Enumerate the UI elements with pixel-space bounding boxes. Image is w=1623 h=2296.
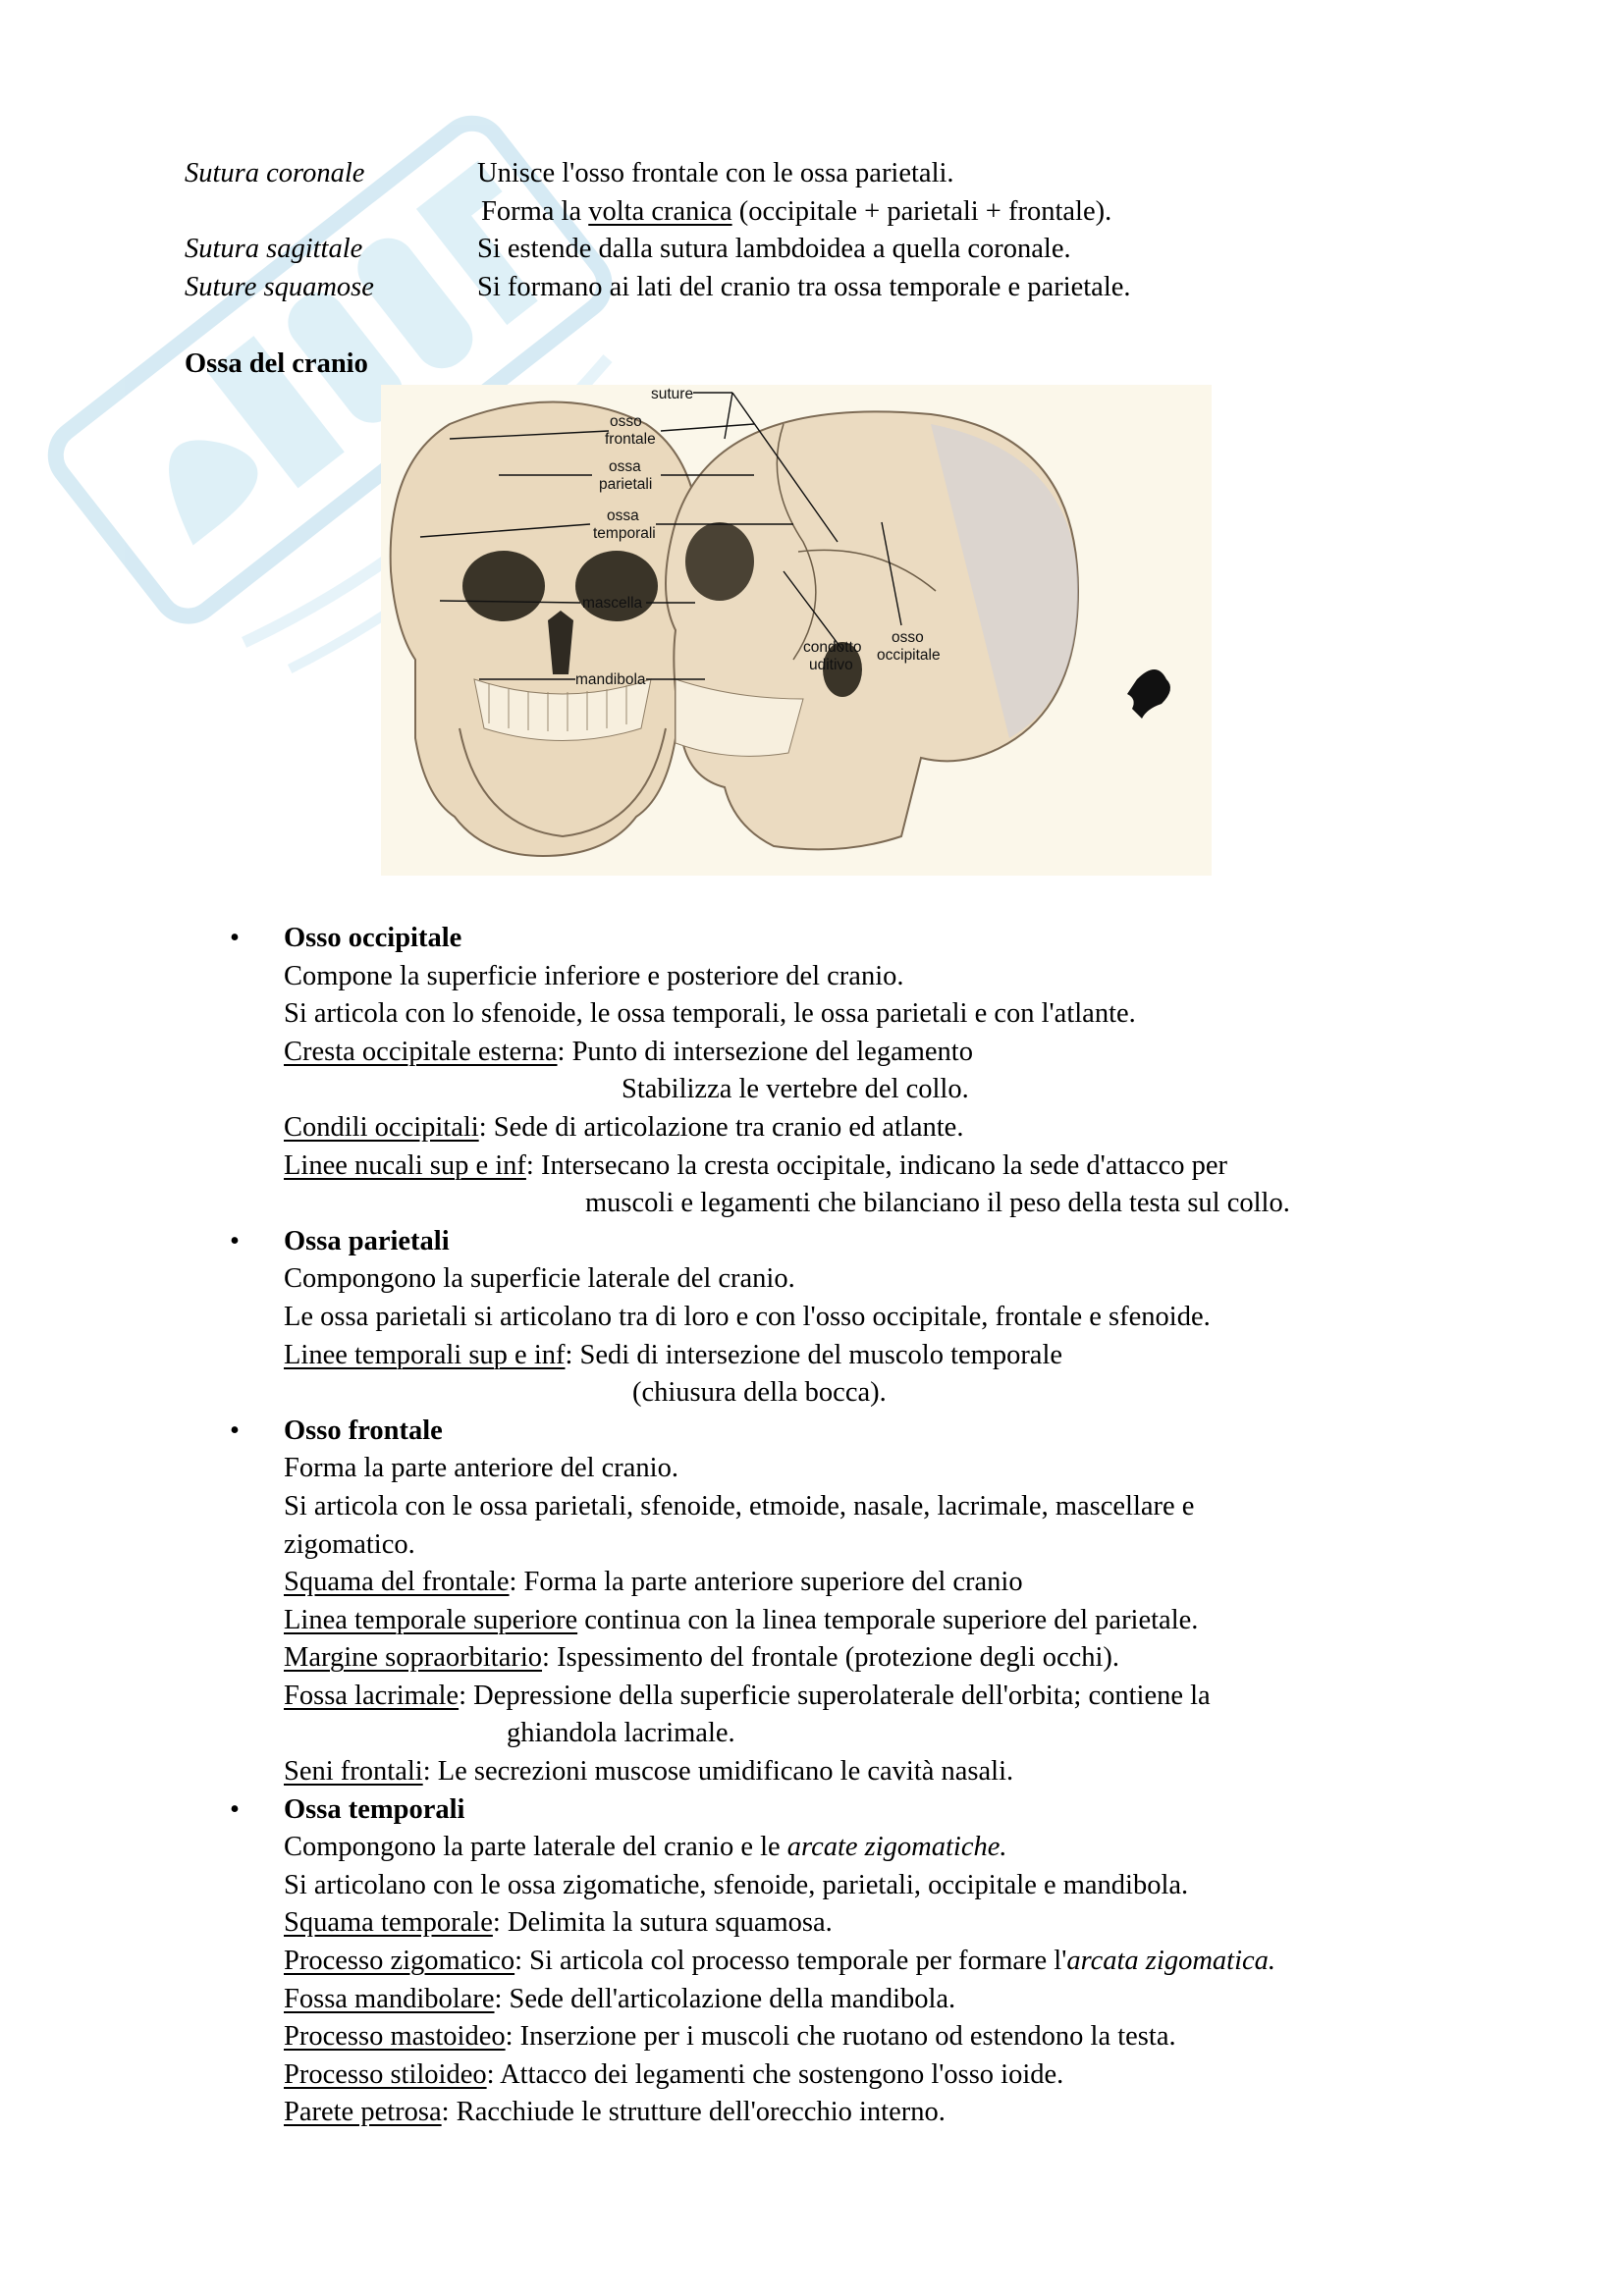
text-line (0, 1148, 1623, 1186)
term: Squama del frontale (284, 1567, 510, 1598)
label-ossa-temporali: ossa (607, 507, 639, 524)
definition: : Forma la parte anteriore superiore del cranio (509, 1567, 1023, 1598)
label-osso-frontale: frontale (605, 431, 656, 448)
bullet-glyph: • (230, 1225, 240, 1256)
text-line: Si articola con le ossa parietali, sfenoide, etmoide, nasale, lacrimale, mascellare e (284, 1490, 1195, 1522)
text-line (0, 1678, 1623, 1716)
label-osso-occipitale: osso (892, 629, 924, 646)
text-line (0, 1753, 1623, 1791)
definition: : Le secrezioni muscose umidificano le cavità nasali. (422, 1756, 1014, 1788)
list-item-heading (0, 1791, 1623, 1830)
label-suture: suture (651, 386, 694, 402)
list-item-heading (0, 1223, 1623, 1261)
definition: : Depressione della superficie superolaterale dell'orbita; contiene la (459, 1680, 1211, 1711)
label-mascella: mascella (582, 595, 643, 612)
bone-item-occipitale (0, 920, 1623, 1223)
suture-row (185, 269, 1461, 307)
text-line (0, 1564, 1623, 1602)
definition: : Ispessimento del frontale (protezione degli occhi). (542, 1642, 1120, 1674)
definition: : Sede dell'articolazione della mandibola. (494, 1983, 956, 2014)
section-title: Ossa del cranio (185, 348, 368, 379)
term: Condili occipitali (284, 1111, 479, 1143)
label-ossa-temporali: temporali (593, 525, 656, 542)
text-line (0, 1904, 1623, 1943)
bullet-glyph: • (230, 1415, 240, 1446)
label-mandibola: mandibola (575, 671, 646, 688)
bone-title: Ossa parietali (284, 1225, 450, 1256)
text-part: Compongono la parte laterale del cranio e le (284, 1832, 787, 1863)
skull-figure (381, 385, 1212, 876)
text-line (0, 1639, 1623, 1678)
label-osso-occipitale: occipitale (877, 647, 941, 664)
term: Processo stiloideo (284, 2058, 487, 2090)
bullet-glyph: • (230, 923, 240, 953)
text-line: Forma la parte anteriore del cranio. (284, 1453, 678, 1484)
definition-continuation: ghiandola lacrimale. (507, 1718, 735, 1749)
emphasis: arcate zigomatiche. (786, 1832, 1007, 1863)
term: Linee temporali sup e inf (284, 1339, 566, 1370)
text-line (0, 2018, 1623, 2056)
bone-title: Osso occipitale (284, 923, 462, 953)
suture-name: Suture squamose (185, 271, 374, 302)
term: Processo mastoideo (284, 2021, 506, 2053)
suture-name: Sutura sagittale (185, 234, 363, 265)
suture-name: Sutura coronale (185, 158, 365, 188)
suture-description: Si formano ai lati del cranio tra ossa temporale e parietale. (477, 271, 1131, 302)
text-line (0, 1071, 1623, 1109)
definition-continuation: (chiusura della bocca). (632, 1377, 887, 1409)
term: Seni frontali (284, 1756, 423, 1788)
volta-cranica-term: volta cranica (588, 195, 732, 227)
text-line (0, 1034, 1623, 1072)
text-line: Si articola con lo sfenoide, le ossa temporali, le ossa parietali e con l'atlante. (284, 998, 1136, 1030)
text-line (0, 2056, 1623, 2095)
front-skull-drawing (391, 402, 701, 857)
suture-description: Si estende dalla sutura lambdoidea a quella coronale. (477, 234, 1071, 265)
text-line (0, 1981, 1623, 2019)
suture-description-part: (occipitale + parietali + frontale). (731, 195, 1112, 227)
text-line (0, 2094, 1623, 2132)
term: Squama temporale (284, 1907, 493, 1939)
suture-description: Unisce l'osso frontale con le ossa parietali. (477, 158, 954, 188)
bones-list (0, 920, 1623, 2132)
definition: : Inserzione per i muscoli che ruotano od estendono la testa. (505, 2021, 1176, 2053)
definition: : Sedi di intersezione del muscolo temporale (565, 1339, 1063, 1370)
suture-row (185, 231, 1461, 269)
definition: continua con la linea temporale superiore del parietale. (577, 1604, 1199, 1635)
text-line (0, 1943, 1623, 1981)
emphasis: arcata zigomatica. (1066, 1946, 1276, 1977)
term: Processo zigomatico (284, 1946, 515, 1977)
suture-description (481, 193, 1111, 232)
label-osso-frontale: osso (610, 413, 642, 430)
text-line: Si articolano con le ossa zigomatiche, sfenoide, parietali, occipitale e mandibola. (284, 1869, 1189, 1900)
definition: : Si articola col processo temporale per formare l' (514, 1946, 1067, 1977)
bone-item-parietali (0, 1223, 1623, 1413)
text-line (0, 1109, 1623, 1148)
definition: : Attacco dei legamenti che sostengono l'osso ioide. (486, 2058, 1064, 2090)
text-line (0, 1185, 1623, 1223)
bone-title: Ossa temporali (284, 1793, 465, 1825)
definition: : Racchiude le strutture dell'orecchio interno. (441, 2097, 946, 2128)
text-line: zigomatico. (284, 1528, 415, 1560)
term: Parete petrosa (284, 2097, 442, 2128)
definition: : Delimita la sutura squamosa. (492, 1907, 833, 1939)
text-line (0, 1829, 1623, 1867)
text-line (0, 1602, 1623, 1640)
list-item-heading (0, 920, 1623, 958)
sutures-table (185, 155, 1461, 306)
definition: : Punto di intersezione del legamento (557, 1036, 973, 1067)
text-line (0, 1374, 1623, 1413)
term: Cresta occipitale esterna (284, 1036, 558, 1067)
definition-continuation: Stabilizza le vertebre del collo. (622, 1074, 969, 1105)
definition: : Sede di articolazione tra cranio ed atlante. (478, 1111, 964, 1143)
text-line (0, 1337, 1623, 1375)
definition-continuation: muscoli e legamenti che bilanciano il peso della testa sul collo. (585, 1188, 1290, 1219)
label-condotto-uditivo: condotto (803, 639, 862, 656)
term: Margine sopraorbitario (284, 1642, 543, 1674)
term: Fossa mandibolare (284, 1983, 495, 2014)
text-line: Compone la superficie inferiore e posteriore del cranio. (284, 960, 904, 991)
bone-item-temporali (0, 1791, 1623, 2132)
label-ossa-parietali: parietali (599, 476, 653, 493)
label-ossa-parietali: ossa (609, 458, 641, 475)
bone-title: Osso frontale (284, 1415, 443, 1446)
suture-row (185, 193, 1461, 232)
definition: : Intersecano la cresta occipitale, indicano la sede d'attacco per (525, 1149, 1228, 1181)
bone-item-frontale (0, 1413, 1623, 1791)
suture-description-part: Forma la (481, 195, 589, 227)
text-line: Compongono la superficie laterale del cranio. (284, 1263, 795, 1295)
text-line (0, 1715, 1623, 1753)
bullet-glyph: • (230, 1793, 240, 1825)
term: Linea temporale superiore (284, 1604, 578, 1635)
suture-row (185, 155, 1461, 193)
label-condotto-uditivo: uditivo (809, 657, 853, 673)
term: Fossa lacrimale (284, 1680, 460, 1711)
skull-illustration (381, 385, 1212, 876)
text-line: Le ossa parietali si articolano tra di loro e con l'osso occipitale, frontale e sfenoide. (284, 1301, 1211, 1332)
list-item-heading (0, 1413, 1623, 1451)
term: Linee nucali sup e inf (284, 1149, 526, 1181)
